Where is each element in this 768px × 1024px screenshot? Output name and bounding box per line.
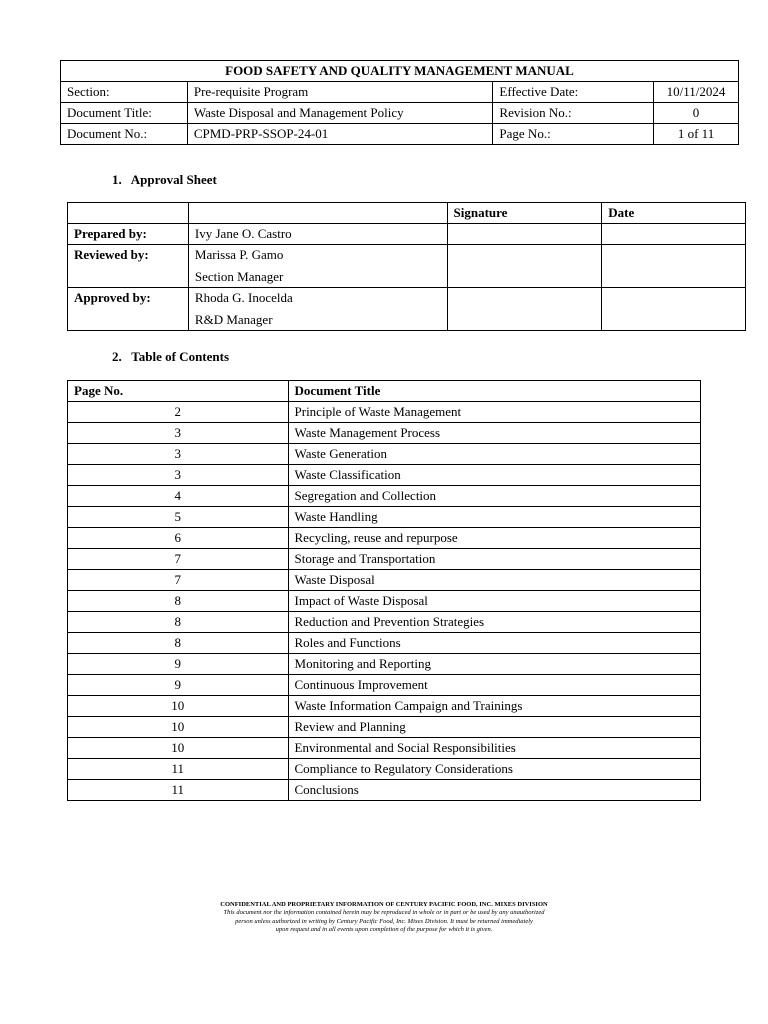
toc-page: 8 — [68, 612, 289, 633]
document-no-value: CPMD-PRP-SSOP-24-01 — [187, 124, 493, 145]
blank-cell — [68, 203, 189, 224]
prepared-label: Prepared by: — [68, 224, 189, 245]
toc-page: 10 — [68, 696, 289, 717]
table-row — [68, 633, 701, 654]
heading-text: Approval Sheet — [130, 172, 217, 187]
table-row — [68, 612, 701, 633]
heading-number: 1. — [112, 172, 122, 187]
approved-name: Rhoda G. Inocelda — [194, 290, 293, 305]
table-row — [68, 675, 701, 696]
revision-value: 0 — [654, 103, 739, 124]
table-row — [68, 507, 701, 528]
prepared-name: Ivy Jane O. Castro — [188, 224, 447, 245]
toc-page: 10 — [68, 738, 289, 759]
document-title-value: Waste Disposal and Management Policy — [187, 103, 493, 124]
date-cell — [602, 224, 746, 245]
toc-title: Waste Generation — [288, 444, 700, 465]
page-no-label: Page No.: — [493, 124, 654, 145]
heading-number: 2. — [112, 349, 122, 364]
table-row — [68, 780, 701, 801]
toc-title: Review and Planning — [288, 717, 700, 738]
effective-date-label: Effective Date: — [493, 82, 654, 103]
toc-title: Waste Handling — [288, 507, 700, 528]
toc-page: 2 — [68, 402, 289, 423]
toc-page: 7 — [68, 549, 289, 570]
toc-page: 7 — [68, 570, 289, 591]
document-title-label: Document Title: — [61, 103, 188, 124]
table-row — [68, 444, 701, 465]
toc-title: Reduction and Prevention Strategies — [288, 612, 700, 633]
toc-page: 8 — [68, 633, 289, 654]
title-column-header: Document Title — [288, 381, 700, 402]
approved-name-cell — [188, 288, 447, 331]
toc-page: 3 — [68, 423, 289, 444]
revision-label: Revision No.: — [493, 103, 654, 124]
toc-table — [67, 380, 701, 801]
table-row — [68, 486, 701, 507]
approved-label: Approved by: — [68, 288, 189, 331]
document-header-table — [60, 60, 739, 145]
toc-title: Conclusions — [288, 780, 700, 801]
date-cell — [602, 288, 746, 331]
toc-title: Segregation and Collection — [288, 486, 700, 507]
reviewed-row — [68, 245, 746, 288]
section-value: Pre-requisite Program — [187, 82, 493, 103]
toc-title: Environmental and Social Responsibilities — [288, 738, 700, 759]
toc-title: Storage and Transportation — [288, 549, 700, 570]
effective-date-value: 10/11/2024 — [654, 82, 739, 103]
toc-header-row — [68, 381, 701, 402]
toc-title: Monitoring and Reporting — [288, 654, 700, 675]
reviewed-name: Marissa P. Gamo — [194, 247, 284, 262]
signature-column-header: Signature — [447, 203, 602, 224]
table-row — [68, 759, 701, 780]
table-row — [68, 423, 701, 444]
page-no-value: 1 of 11 — [654, 124, 739, 145]
table-row — [68, 570, 701, 591]
toc-title: Waste Classification — [288, 465, 700, 486]
date-cell — [602, 245, 746, 288]
table-row — [68, 717, 701, 738]
footer-line: person unless authorized in writing by Century Pacific Food, Inc. Mixes Division. It must be returned immediately — [235, 917, 533, 925]
signature-cell — [447, 288, 602, 331]
approved-title: R&D Manager — [194, 312, 273, 327]
toc-page: 10 — [68, 717, 289, 738]
prepared-row — [68, 224, 746, 245]
confidentiality-footer — [0, 900, 768, 935]
table-row — [68, 654, 701, 675]
table-row — [68, 528, 701, 549]
footer-line: upon request and in all events upon completion of the purpose for which it is given. — [275, 926, 493, 933]
reviewed-label: Reviewed by: — [68, 245, 189, 288]
date-column-header: Date — [602, 203, 746, 224]
toc-title: Impact of Waste Disposal — [288, 591, 700, 612]
document-no-label: Document No.: — [61, 124, 188, 145]
toc-title: Waste Management Process — [288, 423, 700, 444]
footer-line: This document nor the information contained herein may be reproduced in whole or in part or be used by any unauthorized — [223, 909, 545, 916]
footer-line: CONFIDENTIAL AND PROPRIETARY INFORMATION OF CENTURY PACIFIC FOOD, INC. MIXES DIVISION — [220, 901, 548, 908]
table-row — [68, 465, 701, 486]
page-column-header: Page No. — [68, 381, 289, 402]
heading-text: Table of Contents — [131, 349, 230, 364]
approved-row — [68, 288, 746, 331]
toc-title: Recycling, reuse and repurpose — [288, 528, 700, 549]
header-row — [61, 103, 739, 124]
reviewed-title: Section Manager — [194, 269, 284, 284]
toc-page: 4 — [68, 486, 289, 507]
toc-page: 8 — [68, 591, 289, 612]
toc-body — [68, 402, 701, 801]
toc-page: 6 — [68, 528, 289, 549]
table-row — [68, 549, 701, 570]
toc-title: Principle of Waste Management — [288, 402, 700, 423]
toc-title: Waste Information Campaign and Trainings — [288, 696, 700, 717]
toc-heading — [112, 349, 229, 365]
table-row — [68, 591, 701, 612]
table-row — [68, 696, 701, 717]
signature-cell — [447, 224, 602, 245]
toc-page: 3 — [68, 465, 289, 486]
toc-page: 9 — [68, 654, 289, 675]
approval-table — [67, 202, 746, 331]
header-row — [61, 124, 739, 145]
header-row — [61, 82, 739, 103]
toc-title: Compliance to Regulatory Considerations — [288, 759, 700, 780]
toc-page: 5 — [68, 507, 289, 528]
approval-header-row — [68, 203, 746, 224]
toc-title: Waste Disposal — [288, 570, 700, 591]
section-label: Section: — [61, 82, 188, 103]
toc-title: Roles and Functions — [288, 633, 700, 654]
table-row — [68, 402, 701, 423]
approval-sheet-heading — [112, 172, 217, 188]
blank-cell — [188, 203, 447, 224]
toc-page: 11 — [68, 759, 289, 780]
header-title-row — [61, 61, 739, 82]
toc-page: 11 — [68, 780, 289, 801]
manual-title: FOOD SAFETY AND QUALITY MANAGEMENT MANUAL — [61, 61, 739, 82]
toc-title: Continuous Improvement — [288, 675, 700, 696]
signature-cell — [447, 245, 602, 288]
reviewed-name-cell — [188, 245, 447, 288]
toc-page: 9 — [68, 675, 289, 696]
table-row — [68, 738, 701, 759]
toc-page: 3 — [68, 444, 289, 465]
